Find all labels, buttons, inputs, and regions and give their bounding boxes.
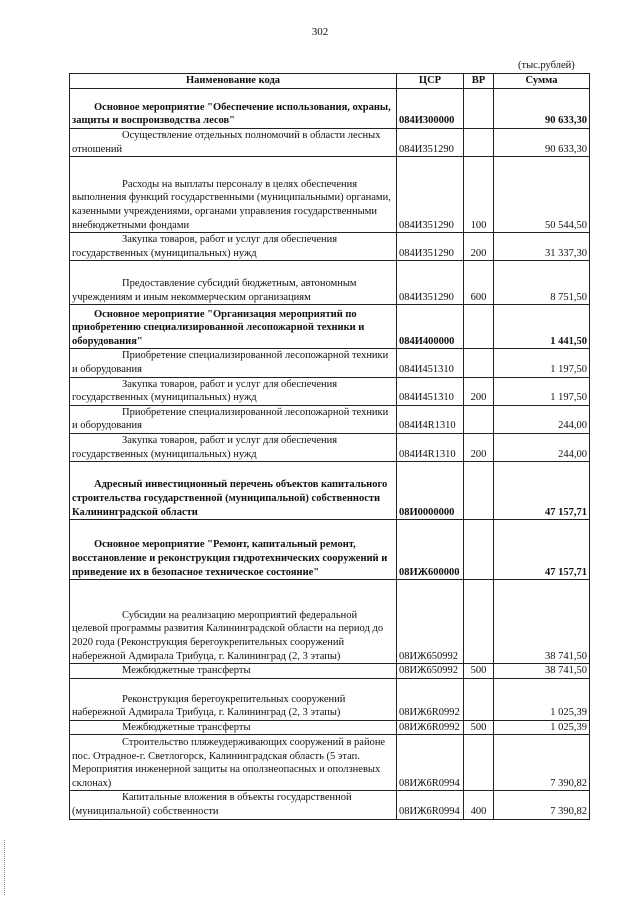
table-row (70, 520, 590, 580)
row-sum: 50 544,50 (494, 157, 590, 233)
row-csr: 084И451310 (397, 377, 464, 405)
table-row (70, 580, 590, 664)
row-vr: 200 (464, 433, 494, 461)
table-row (70, 405, 590, 433)
margin-mark (4, 840, 6, 895)
row-vr (464, 678, 494, 720)
row-csr: 08ИЖ6R0992 (397, 720, 464, 735)
row-name: Капитальные вложения в объекты государственной (муниципальной) собственности (70, 791, 397, 819)
row-name: Закупка товаров, работ и услуг для обеспечения государственных (муниципальных) нужд (70, 433, 397, 461)
units-label: (тыс.рублей) (518, 60, 575, 71)
row-name: Закупка товаров, работ и услуг для обеспечения государственных (муниципальных) нужд (70, 377, 397, 405)
row-sum: 1 025,39 (494, 678, 590, 720)
row-sum: 1 197,50 (494, 377, 590, 405)
table-row (70, 305, 590, 349)
row-vr (464, 349, 494, 377)
table-row (70, 791, 590, 819)
row-name: Основное мероприятие "Ремонт, капитальный ремонт, восстановление и реконструкция гидротехнических сооружений и приведение их в безопасное техническое состояние" (70, 520, 397, 580)
row-name: Основное мероприятие "Организация мероприятий по приобретению специализированной лесопожарной техники и оборудования" (70, 305, 397, 349)
table-row (70, 377, 590, 405)
row-name: Предоставление субсидий бюджетным, автономным учреждениям и иным некоммерческим организациям (70, 261, 397, 305)
header-name: Наименование кода (70, 74, 397, 89)
header-vr: ВР (464, 74, 494, 89)
row-vr (464, 580, 494, 664)
row-name: Реконструкция берегоукрепительных сооружений набережной Адмирала Трибуца, г. Калининград (2, 3 этапы) (70, 678, 397, 720)
table-row (70, 433, 590, 461)
row-sum: 8 751,50 (494, 261, 590, 305)
row-name: Основное мероприятие "Обеспечение использования, охраны, защиты и воспроизводства лесов" (70, 89, 397, 129)
row-csr: 084И4R1310 (397, 405, 464, 433)
table-row (70, 129, 590, 157)
row-vr: 400 (464, 791, 494, 819)
row-csr: 08ИЖ600000 (397, 520, 464, 580)
row-csr: 08ИЖ6R0994 (397, 791, 464, 819)
table-row (70, 261, 590, 305)
row-csr: 084И300000 (397, 89, 464, 129)
row-csr: 084И451310 (397, 349, 464, 377)
row-name: Субсидии на реализацию мероприятий федеральной целевой программы развития Калининградской области на период до 2020 года (Реконструкция берегоукрепительных сооружений набережной Адмирала Трибуца, г. Калининград (2, 3 этапы) (70, 580, 397, 664)
page-number: 302 (311, 26, 329, 38)
row-vr: 100 (464, 157, 494, 233)
table-row (70, 233, 590, 261)
row-csr: 08ИЖ6R0992 (397, 678, 464, 720)
row-name: Межбюджетные трансферты (70, 664, 397, 679)
row-vr: 500 (464, 720, 494, 735)
row-csr: 084И351290 (397, 261, 464, 305)
row-sum: 90 633,30 (494, 89, 590, 129)
table-row (70, 157, 590, 233)
row-sum: 1 025,39 (494, 720, 590, 735)
row-name: Строительство пляжеудерживающих сооружений в районе пос. Отрадное-г. Светлогорск, Калининградская область (5 этап. Мероприятия инженерной защиты на оползнеопасных и оползневых склонах) (70, 735, 397, 791)
row-vr: 500 (464, 664, 494, 679)
row-sum: 1 197,50 (494, 349, 590, 377)
row-sum: 31 337,30 (494, 233, 590, 261)
row-vr (464, 520, 494, 580)
row-csr: 084И4R1310 (397, 433, 464, 461)
row-name: Адресный инвестиционный перечень объектов капитального строительства государственной (муниципальной) собственности Калининградской области (70, 462, 397, 520)
table-row (70, 462, 590, 520)
row-csr: 084И351290 (397, 129, 464, 157)
row-vr (464, 129, 494, 157)
header-csr: ЦСР (397, 74, 464, 89)
row-sum: 7 390,82 (494, 791, 590, 819)
row-sum: 244,00 (494, 433, 590, 461)
row-vr (464, 405, 494, 433)
row-vr (464, 305, 494, 349)
table-row (70, 89, 590, 129)
row-sum: 47 157,71 (494, 520, 590, 580)
row-sum: 7 390,82 (494, 735, 590, 791)
row-sum: 38 741,50 (494, 580, 590, 664)
row-csr: 08ИЖ6R0994 (397, 735, 464, 791)
table-row (70, 735, 590, 791)
row-name: Приобретение специализированной лесопожарной техники и оборудования (70, 349, 397, 377)
row-sum: 47 157,71 (494, 462, 590, 520)
row-vr (464, 89, 494, 129)
header-sum: Сумма (494, 74, 590, 89)
row-csr: 08ИЖ650992 (397, 664, 464, 679)
row-csr: 084И351290 (397, 157, 464, 233)
row-sum: 244,00 (494, 405, 590, 433)
row-name: Приобретение специализированной лесопожарной техники и оборудования (70, 405, 397, 433)
row-name: Межбюджетные трансферты (70, 720, 397, 735)
row-name: Закупка товаров, работ и услуг для обеспечения государственных (муниципальных) нужд (70, 233, 397, 261)
row-vr: 200 (464, 377, 494, 405)
row-sum: 1 441,50 (494, 305, 590, 349)
row-sum: 38 741,50 (494, 664, 590, 679)
table-row (70, 720, 590, 735)
row-vr: 200 (464, 233, 494, 261)
table-row (70, 664, 590, 679)
row-name: Осуществление отдельных полномочий в области лесных отношений (70, 129, 397, 157)
row-vr (464, 735, 494, 791)
budget-table (69, 73, 590, 820)
table-row (70, 349, 590, 377)
row-name: Расходы на выплаты персоналу в целях обеспечения выполнения функций государственными (муниципальными) органами, казенными учреждениями, органами управления государственными внебюджетными фондами (70, 157, 397, 233)
row-vr (464, 462, 494, 520)
row-csr: 08ИЖ650992 (397, 580, 464, 664)
row-csr: 084И400000 (397, 305, 464, 349)
table-header-row (70, 74, 590, 89)
row-csr: 084И351290 (397, 233, 464, 261)
table-row (70, 678, 590, 720)
row-csr: 08И0000000 (397, 462, 464, 520)
row-sum: 90 633,30 (494, 129, 590, 157)
row-vr: 600 (464, 261, 494, 305)
